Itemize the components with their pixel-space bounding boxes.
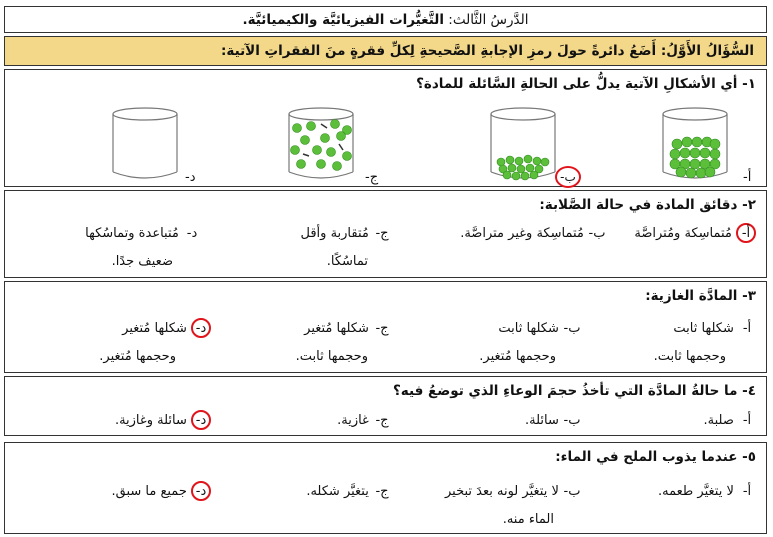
- jar-solid-icon: [655, 106, 735, 184]
- option-2d[interactable]: د- مُتباعدة وتماسُكها: [85, 226, 198, 241]
- question-4-title: ٤- ما حالةُ المادَّة التي تأخذُ حجمَ الوعاءِ الذي توضعُ فيه؟: [392, 383, 756, 399]
- option-5c[interactable]: ج- يتغيَّر شكله.: [306, 484, 389, 499]
- option-3a[interactable]: أ- شكلها ثابت: [673, 321, 752, 336]
- lesson-title: التَّغيُّرات الفيزيائيَّة والكيميائيَّة.: [242, 12, 444, 28]
- option-4d[interactable]: د- سائلة وغازية.: [115, 408, 211, 434]
- jar-liquid-icon: [483, 106, 563, 184]
- question-2: [4, 190, 767, 278]
- option-3a-line2: وحجمها ثابت.: [653, 349, 726, 364]
- question-5: [4, 442, 767, 534]
- option-3d-line2: وحجمها مُتغير.: [99, 349, 176, 364]
- option-2c[interactable]: ج- مُتقاربة وأقل: [300, 226, 389, 241]
- question-1: [4, 69, 767, 187]
- option-5b-line2: الماء منه.: [502, 512, 554, 527]
- answer-circle[interactable]: أ-: [736, 223, 756, 243]
- answer-circle[interactable]: د-: [191, 410, 211, 430]
- jar-empty-icon: [105, 106, 185, 184]
- jar-gas-icon: [281, 106, 361, 184]
- option-2b[interactable]: ب- مُتماسِكة وغير متراصَّة.: [460, 226, 606, 241]
- option-2d-line2: ضعيف جدًا.: [111, 254, 173, 269]
- answer-circle[interactable]: د-: [191, 481, 211, 501]
- lesson-prefix: الدَّرسُ الثَّالث:: [448, 12, 529, 28]
- question-4: [4, 376, 767, 436]
- option-3c-line2: وحجمها ثابت.: [295, 349, 368, 364]
- lesson-title-box: [4, 6, 767, 33]
- question-5-title: ٥- عندما يذوب الملح في الماء:: [555, 449, 756, 465]
- option-5b[interactable]: ب- لا يتغيَّر لونه بعدَ تبخير: [445, 484, 581, 499]
- option-2a[interactable]: أ- مُتماسِكة ومُتراصَّة: [634, 221, 756, 247]
- option-1c-letter: ج-: [365, 170, 379, 185]
- option-1d-letter: د-: [185, 170, 196, 185]
- option-4a[interactable]: أ- صلبة.: [703, 413, 752, 428]
- answer-circle[interactable]: د-: [191, 318, 211, 338]
- option-3b[interactable]: ب- شكلها ثابت: [498, 321, 581, 336]
- option-3d[interactable]: د- شكلها مُتغير: [122, 316, 211, 342]
- option-3b-line2: وحجمها مُتغير.: [479, 349, 556, 364]
- option-4c[interactable]: ج- غازية.: [337, 413, 389, 428]
- option-5d[interactable]: د- جميع ما سبق.: [111, 479, 211, 505]
- question-3: [4, 281, 767, 373]
- option-5a[interactable]: أ- لا يتغيَّر طعمه.: [658, 484, 752, 499]
- option-4b[interactable]: ب- سائلة.: [524, 413, 581, 428]
- question-header: السُّؤَالُ الأَوَّلُ: أَضَعُ دائرةً حولَ رمزِ الإجابةِ الصَّحيحةِ لِكلِّ فقرةٍ منَ الفقراتِ الآتية:: [4, 36, 767, 66]
- question-2-title: ٢- دقائق المادة في حالة الصَّلابة:: [539, 197, 756, 213]
- option-2c-line2: تماسُكًا.: [326, 254, 368, 269]
- answer-circle[interactable]: ب-: [555, 166, 581, 188]
- option-1a-letter: أ-: [743, 170, 752, 185]
- question-3-title: ٣- المادَّة الغازية:: [645, 288, 756, 304]
- option-1b-letter[interactable]: [555, 166, 581, 188]
- option-3c[interactable]: ج- شكلها مُتغير: [304, 321, 389, 336]
- question-1-title: ١- أي الأشكالِ الآتية يدلُّ على الحالةِ السَّائلة للمادة؟: [416, 76, 756, 92]
